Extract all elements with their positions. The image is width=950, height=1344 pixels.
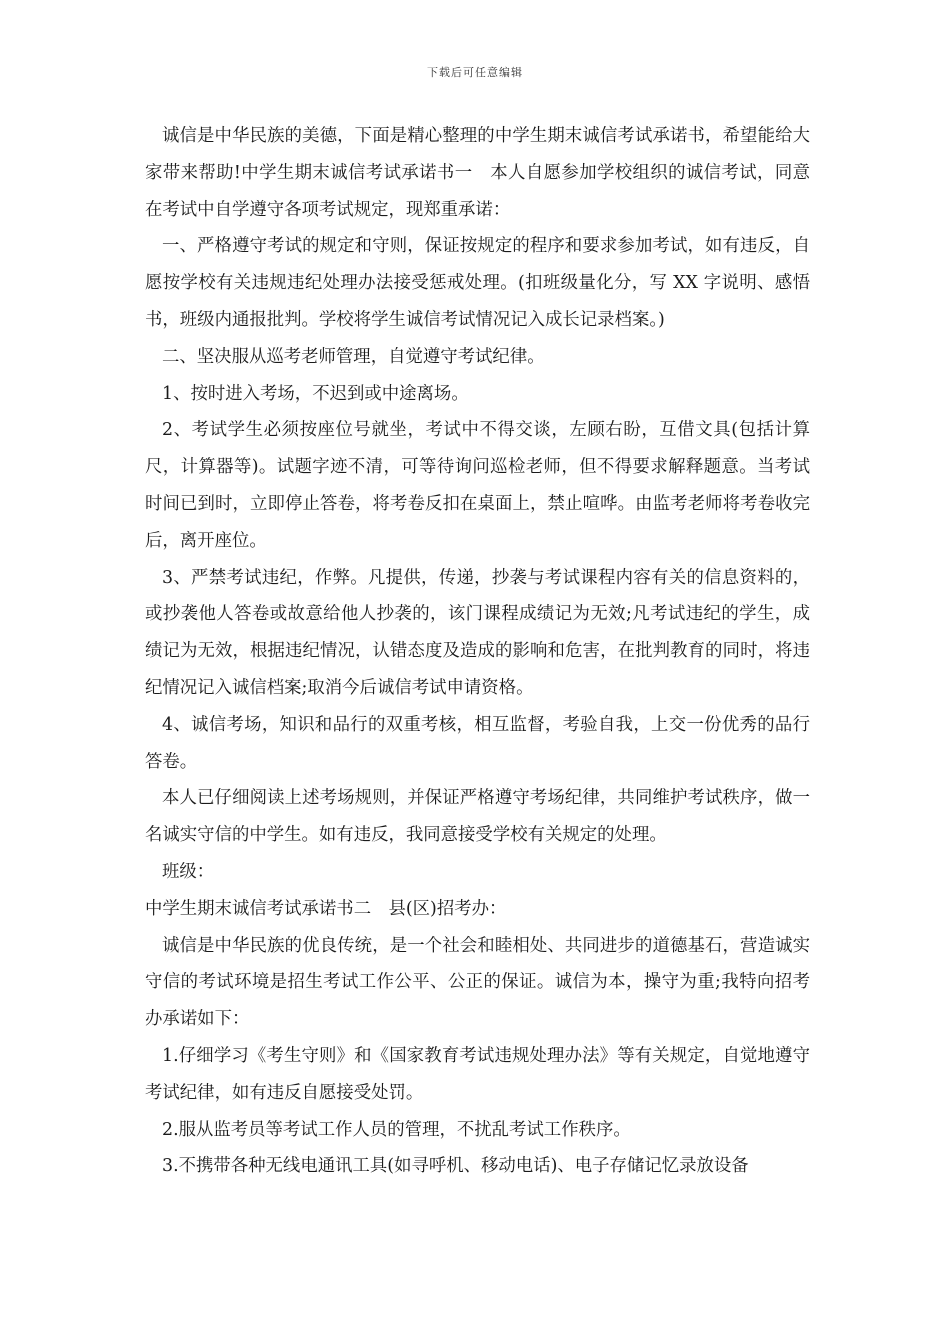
body-paragraph: 2.服从监考员等考试工作人员的管理，不扰乱考试工作秩序。 [162, 1119, 631, 1140]
body-paragraph: 诚信是中华民族的优良传统，是一个社会和睦相处、共同进步的道德基石，营造诚实守信的考试环境是招生考试工作公平、公正的保证。诚信为本，操守为重;我特向招考办承诺如下： [145, 935, 810, 1030]
document-body [145, 118, 810, 1185]
body-paragraph: 诚信是中华民族的美德，下面是精心整理的中学生期末诚信考试承诺书，希望能给大家带来帮助!中学生期末诚信考试承诺书一 本人自愿参加学校组织的诚信考试，同意在考试中自学遵守各项考试规定，现郑重承诺： [145, 126, 810, 220]
body-paragraph: 3.不携带各种无线电通讯工具(如寻呼机、移动电话)、电子存储记忆录放设备 [162, 1156, 749, 1177]
body-paragraph: 班级： [162, 861, 215, 882]
header-note: 下载后可任意编辑 [427, 66, 523, 79]
body-paragraph: 4、诚信考场，知识和品行的双重考核，相互监督，考验自我，上交一份优秀的品行答卷。 [145, 714, 810, 772]
body-paragraph: 中学生期末诚信考试承诺书二 县(区)招考办： [145, 898, 507, 919]
body-paragraph: 本人已仔细阅读上述考场规则，并保证严格遵守考场纪律，共同维护考试秩序，做一名诚实守信的中学生。如有违反，我同意接受学校有关规定的处理。 [145, 788, 810, 846]
body-paragraph: 3、严禁考试违纪，作弊。凡提供，传递，抄袭与考试课程内容有关的信息资料的，或抄袭他人答卷或故意给他人抄袭的，该门课程成绩记为无效;凡考试违纪的学生，成绩记为无效，根据违纪情况，认错态度及造成的影响和危害，在批判教育的同时，将违纪情况记入诚信档案;取消今后诚信考试申请资格。 [145, 567, 810, 698]
body-paragraph: 2、考试学生必须按座位号就坐，考试中不得交谈，左顾右盼，互借文具(包括计算尺，计算器等)。试题字迹不清，可等待询问巡检老师，但不得要求解释题意。当考试时间已到时，立即停止答卷，将考卷反扣在桌面上，禁止喧哗。由监考老师将考卷收完后，离开座位。 [145, 420, 810, 551]
body-paragraph: 1.仔细学习《考生守则》和《国家教育考试违规处理办法》等有关规定，自觉地遵守考试纪律，如有违反自愿接受处罚。 [145, 1045, 810, 1103]
body-paragraph: 1、按时进入考场，不迟到或中途离场。 [162, 383, 469, 404]
body-paragraph: 一、严格遵守考试的规定和守则，保证按规定的程序和要求参加考试，如有违反，自愿按学校有关违规违纪处理办法接受惩戒处理。(扣班级量化分，写 XX 字说明、感悟书，班级内通报批判。学校将学生诚信考试情况记入成长记录档案。) [145, 236, 810, 330]
body-paragraph: 二、坚决服从巡考老师管理，自觉遵守考试纪律。 [162, 346, 545, 367]
